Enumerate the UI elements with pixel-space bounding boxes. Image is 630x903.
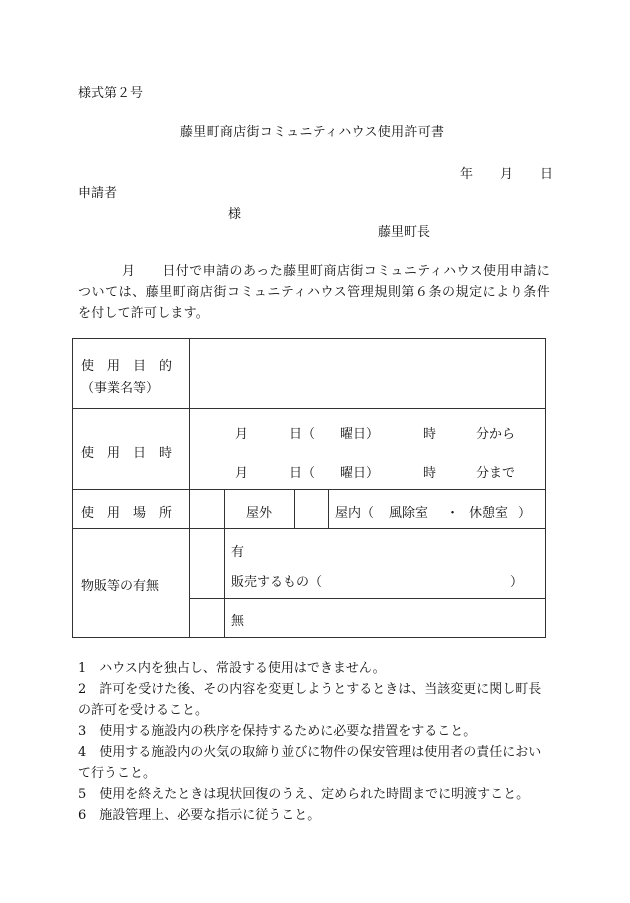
outdoor-checkbox[interactable]: [195, 495, 221, 523]
condition-item: 6 施設管理上、必要な指示に従うこと。: [78, 808, 321, 823]
to-weekday: 曜日）: [340, 466, 380, 481]
from-minute: 分から: [476, 427, 516, 442]
indoor-checkbox[interactable]: [298, 495, 325, 523]
condition-item: 1 ハウス内を独占し、常設する使用はできません。: [78, 661, 386, 676]
condition-item: 4 使用する施設内の火気の取締り並びに物件の保安管理は使用者の責任において行うこと。: [78, 745, 542, 781]
sales-items-close: ）: [510, 575, 524, 590]
sales-label: 物販等の有無: [81, 579, 160, 594]
sales-yes-checkbox[interactable]: [195, 536, 221, 592]
sales-no-checkbox[interactable]: [195, 604, 221, 632]
indoor-room-vestibule: 風除室: [389, 506, 429, 521]
issuer-name: 藤里町長: [378, 225, 431, 240]
datetime-label: 使 用 日 時: [81, 446, 173, 461]
sales-yes: 有: [231, 545, 245, 560]
outdoor-option: 屋外: [246, 506, 273, 521]
from-month: 月: [235, 427, 249, 442]
sales-items-label: 販売するもの（: [231, 575, 323, 590]
intro-paragraph: 月 日付で申請のあった藤里町商店街コミュニティハウス使用申請については、藤里町商店街コミュニティハウス管理規則第６条の規定により条件を付して許可します。: [78, 264, 550, 321]
to-hour: 時: [423, 466, 437, 481]
to-month: 月: [235, 466, 249, 481]
indoor-separator: ・: [446, 506, 460, 521]
purpose-label: 使 用 目 的: [81, 359, 173, 374]
purpose-field[interactable]: [200, 344, 536, 402]
from-weekday: 曜日）: [340, 427, 380, 442]
applicant-label: 申請者: [78, 186, 118, 201]
condition-item: 3 使用する施設内の秩序を保持するために必要な措置をすること。: [78, 724, 477, 739]
place-label: 使 用 場 所: [81, 506, 173, 521]
condition-item: 2 許可を受けた後、その内容を変更しようとするときは、当該変更に関し町長の許可を受けること。: [78, 682, 542, 718]
indoor-close: ）: [518, 506, 532, 521]
to-day: 日（: [289, 466, 316, 481]
form-number: 様式第２号: [78, 86, 144, 101]
purpose-sublabel: （事業名等）: [81, 381, 160, 396]
to-minute: 分まで: [476, 466, 516, 481]
from-day: 日（: [289, 427, 316, 442]
indoor-open: 屋内（: [335, 506, 375, 521]
date-day: 日: [540, 167, 554, 182]
date-month: 月: [500, 167, 514, 182]
from-hour: 時: [423, 427, 437, 442]
date-year: 年: [460, 167, 474, 182]
sales-no: 無: [231, 614, 245, 629]
document-title: 藤里町商店街コミュニティハウス使用許可書: [180, 125, 445, 140]
condition-item: 5 使用を終えたときは現状回復のうえ、定められた時間までに明渡すこと。: [78, 787, 530, 802]
honorific: 様: [228, 207, 242, 222]
indoor-room-lounge: 休憩室: [469, 506, 509, 521]
sales-items-field[interactable]: [335, 569, 505, 589]
